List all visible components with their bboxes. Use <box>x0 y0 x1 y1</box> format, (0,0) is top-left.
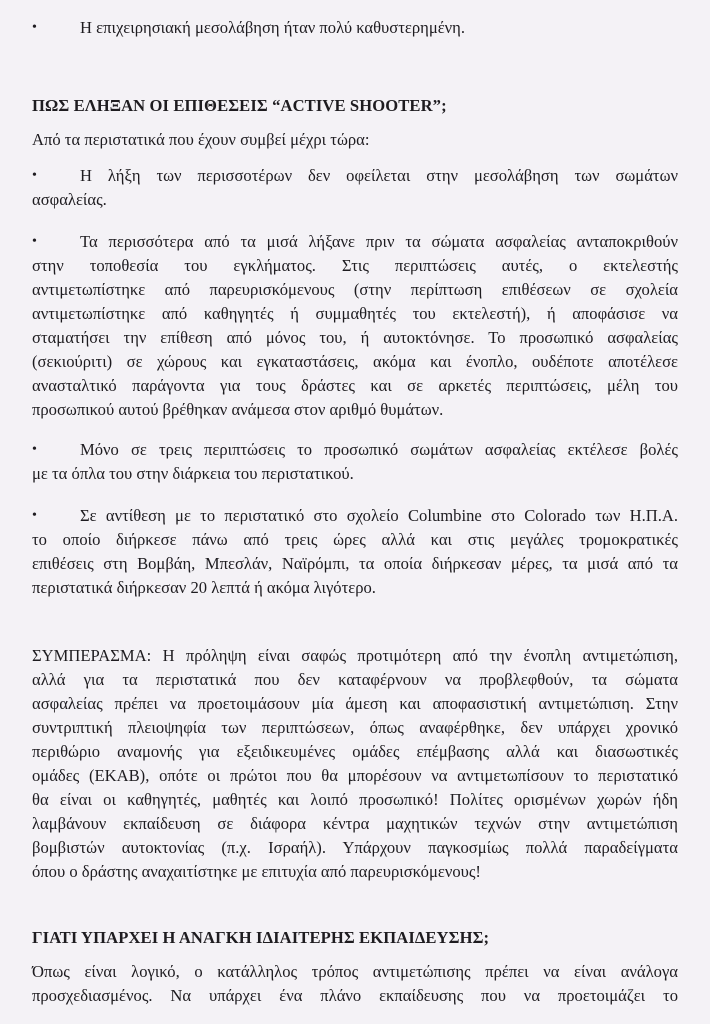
bullet-line: το οποίο διήρκεσε πάνω από τρεις ώρες αλλά και στις μεγάλες τρομοκρατικές <box>32 530 678 549</box>
bullet-line: (σεκιούριτι) σε χώρους και εγκαταστάσεις, ακόμα και ένοπλο, ουδέποτε αποτέλεσε <box>32 352 678 371</box>
paragraph-line: προσχεδιασμένος. Να υπάρχει ένα πλάνο εκπαίδευσης που να προετοιμάζει το <box>32 986 678 1005</box>
section-heading-active-shooter: ΠΩΣ ΕΛΗΞΑΝ ΟΙ ΕΠΙΘΕΣΕΙΣ “ACTIVE SHOOTER”; <box>32 96 447 115</box>
bullet-line: σταματήσει την επίθεση από μόνος του, ή αυτοκτόνησε. Το προσωπικό ασφαλείας <box>32 328 678 347</box>
bullet-line: περιστατικά διήρκεσαν 20 λεπτά ή ακόμα λιγότερο. <box>32 578 376 597</box>
bullet-line: ανασταλτικό παράγοντα για τους δράστες και σε αρκετές περιπτώσεις, μέλη του <box>32 376 678 395</box>
bullet-text: Η επιχειρησιακή μεσολάβηση ήταν πολύ καθυστερημένη. <box>80 18 466 37</box>
paragraph-line: ασφαλείας πρέπει να προετοιμάσουν μία άμεση και αποφασιστική αντιμετώπιση. Στην <box>32 694 678 713</box>
paragraph-line: αλλά για τα περιστατικά που δεν καταφέρνουν να προβλεφθούν, τα σώματα <box>32 670 678 689</box>
bullet-line: αντιμετωπίστηκε από παρευρισκόμενους (στην περίπτωση επιθέσεων σε σχολεία <box>32 280 678 299</box>
paragraph-line: όπου ο δράστης αναχαιτίστηκε με επιτυχία από παρευρισκόμενους! <box>32 862 481 881</box>
paragraph-line: ομάδες (ΕΚΑΒ), οπότε οι πρώτοι που θα μπορέσουν να αντιμετωπίσουν το περιστατικό <box>32 766 678 785</box>
bullet-line: Η λήξη των περισσοτέρων δεν οφείλεται στην μεσολάβηση των σωμάτων <box>80 166 678 185</box>
paragraph-line: Όπως είναι λογικό, ο κατάλληλος τρόπος αντιμετώπισης πρέπει να είναι ανάλογα <box>32 962 678 981</box>
intro-text: Από τα περιστατικά που έχουν συμβεί μέχρι τώρα: <box>32 130 370 149</box>
bullet-icon: • <box>32 442 37 457</box>
bullet-line: ασφαλείας. <box>32 190 107 209</box>
bullet-icon: • <box>32 508 37 523</box>
paragraph-line: περιθώριο αναμονής για εξειδικευμένες ομάδες επέμβασης αλλά και διασωστικές <box>32 742 678 761</box>
bullet-line: Μόνο σε τρεις περιπτώσεις το προσωπικό σωμάτων ασφαλείας εκτέλεσε βολές <box>80 440 678 459</box>
bullet-icon: • <box>32 234 37 249</box>
bullet-line: αντιμετωπίστηκε από καθηγητές ή συμμαθητές του εκτελεστή), ή αποφάσισε να <box>32 304 678 323</box>
bullet-line: επιθέσεις στη Βομβάη, Μπεσλάν, Ναϊρόμπι, τα οποία διήρκεσαν μέρες, τα μισά από τα <box>32 554 678 573</box>
bullet-line: με τα όπλα του στην διάρκεια του περιστατικού. <box>32 464 354 483</box>
bullet-line: Τα περισσότερα από τα μισά λήξανε πριν τα σώματα ασφαλείας ανταποκριθούν <box>80 232 678 251</box>
section-heading-training: ΓΙΑΤΙ ΥΠΑΡΧΕΙ Η ΑΝΑΓΚΗ ΙΔΙΑΙΤΕΡΗΣ ΕΚΠΑΙΔΕΥΣΗΣ; <box>32 928 490 947</box>
bullet-icon: • <box>32 168 37 183</box>
paragraph-line: θα είναι οι καθηγητές, μαθητές και λοιπό προσωπικό! Πολίτες ορισμένων χωρών ήδη <box>32 790 678 809</box>
paragraph-line: ΣΥΜΠΕΡΑΣΜΑ: Η πρόληψη είναι σαφώς προτιμότερη από την ένοπλη αντιμετώπιση, <box>32 646 678 665</box>
bullet-line: προσωπικού αυτού βρέθηκαν ανάμεσα στον αριθμό θυμάτων. <box>32 400 444 419</box>
bullet-line: Σε αντίθεση με το περιστατικό στο σχολείο Columbine στο Colorado των Η.Π.Α. <box>80 506 678 525</box>
bullet-line: στην τοποθεσία του εγκλήματος. Στις περιπτώσεις αυτές, ο εκτελεστής <box>32 256 678 275</box>
bullet-icon: • <box>32 20 37 35</box>
paragraph-line: συντριπτική πλειοψηφία των περιπτώσεων, όπως αναφέρθηκε, δεν υπάρχει χρονικό <box>32 718 678 737</box>
bullet-item-delayed <box>32 18 678 38</box>
paragraph-line: λαμβάνουν εκπαίδευση σε διάφορα κέντρα μαχητικών τεχνών στην αντιμετώπιση <box>32 814 678 833</box>
paragraph-line: βομβιστών αυτοκτονίας (π.χ. Ισραήλ). Υπάρχουν παγκοσμίως πολλά παραδείγματα <box>32 838 678 857</box>
